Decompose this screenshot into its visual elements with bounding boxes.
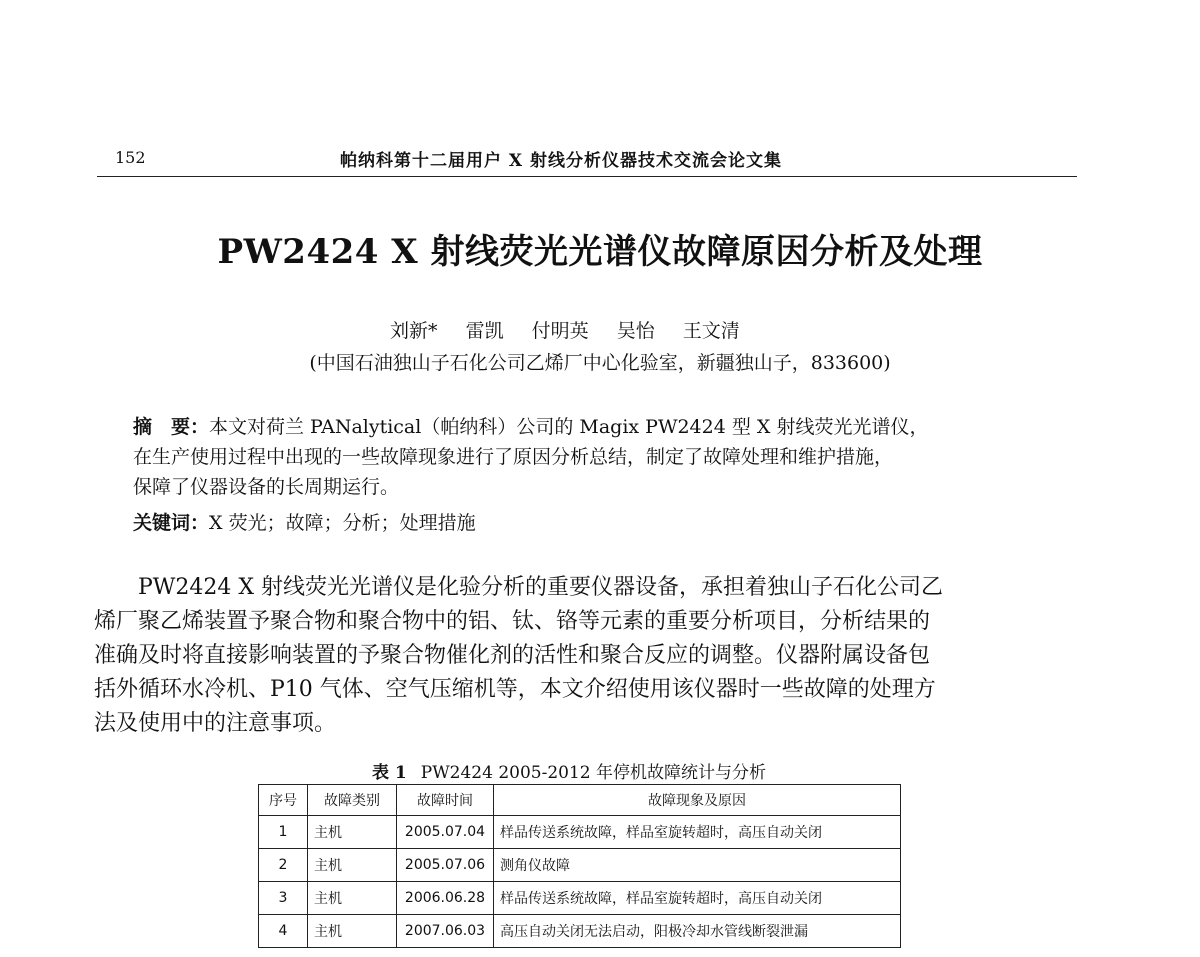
body-paragraph [94, 571, 1094, 741]
running-header: 帕纳科第十二届用户 X 射线分析仪器技术交流会论文集 [340, 151, 783, 171]
table-cell: 样品传送系统故障，样品室旋转超时，高压自动关闭 [494, 882, 901, 915]
table-row [259, 849, 901, 882]
keywords [133, 508, 476, 535]
table-cell: 1 [259, 816, 308, 849]
author-name: 雷凯 [465, 320, 504, 342]
table-cell: 2007.06.03 [397, 915, 494, 948]
table-header-row [259, 785, 901, 816]
table-cell: 2005.07.04 [397, 816, 494, 849]
table-row [259, 816, 901, 849]
table-caption [372, 758, 766, 783]
table-cell: 2005.07.06 [397, 849, 494, 882]
abstract-line [133, 412, 1083, 442]
abstract [133, 412, 1083, 502]
table-cell: 主机 [308, 849, 397, 882]
body-line: 括外循环水冷机、P10 气体、空气压缩机等，本文介绍使用该仪器时一些故障的处理方 [94, 677, 936, 702]
table-cell: 高压自动关闭无法启动，阳极冷却水管线断裂泄漏 [494, 915, 901, 948]
table-cell: 测角仪故障 [494, 849, 901, 882]
table-header-cell: 故障现象及原因 [494, 785, 901, 816]
table-cell: 主机 [308, 915, 397, 948]
abstract-line: 在生产使用过程中出现的一些故障现象进行了原因分析总结，制定了故障处理和维护措施， [133, 446, 894, 468]
table-cell: 2 [259, 849, 308, 882]
header-rule [97, 176, 1077, 177]
body-line: 法及使用中的注意事项。 [94, 711, 337, 736]
author-name: 王文清 [682, 320, 740, 342]
table-cell: 3 [259, 882, 308, 915]
author-name: 刘新* [390, 320, 438, 342]
paper-title: PW2424 X 射线荧光光谱仪故障原因分析及处理 [217, 232, 983, 272]
table-cell: 2006.06.28 [397, 882, 494, 915]
table-row [259, 882, 901, 915]
author-name: 付明英 [531, 320, 589, 342]
table-header-cell: 故障类别 [308, 785, 397, 816]
table-cell: 主机 [308, 882, 397, 915]
author-list [390, 316, 762, 343]
keywords-label: 关键词： [133, 512, 210, 534]
table-cell: 4 [259, 915, 308, 948]
body-line: 准确及时将直接影响装置的予聚合物催化剂的活性和聚合反应的调整。仪器附属设备包 [94, 643, 931, 668]
table-row [259, 915, 901, 948]
table-cell: 主机 [308, 816, 397, 849]
abstract-line: 保障了仪器设备的长周期运行。 [133, 476, 400, 498]
abstract-label: 摘 要： [133, 416, 210, 438]
table-header-cell: 序号 [259, 785, 308, 816]
abstract-text: 本文对荷兰 PANalytical（帕纳科）公司的 Magix PW2424 型 X 射线荧光光谱仪， [209, 416, 929, 438]
page-number: 152 [115, 148, 146, 167]
author-name: 吴怡 [616, 320, 655, 342]
table-header-cell: 故障时间 [397, 785, 494, 816]
fault-table [258, 784, 901, 948]
table-caption-text: PW2424 2005-2012 年停机故障统计与分析 [420, 763, 767, 783]
body-line: PW2424 X 射线荧光光谱仪是化验分析的重要仪器设备，承担着独山子石化公司乙 [94, 575, 944, 600]
keywords-text: X 荧光；故障；分析；处理措施 [209, 512, 476, 534]
table-caption-number: 表 1 [372, 763, 407, 783]
body-line: 烯厂聚乙烯装置予聚合物和聚合物中的铝、钛、铬等元素的重要分析项目，分析结果的 [94, 609, 931, 634]
table-cell: 样品传送系统故障，样品室旋转超时，高压自动关闭 [494, 816, 901, 849]
affiliation: (中国石油独山子石化公司乙烯厂中心化验室，新疆独山子，833600) [309, 352, 891, 374]
